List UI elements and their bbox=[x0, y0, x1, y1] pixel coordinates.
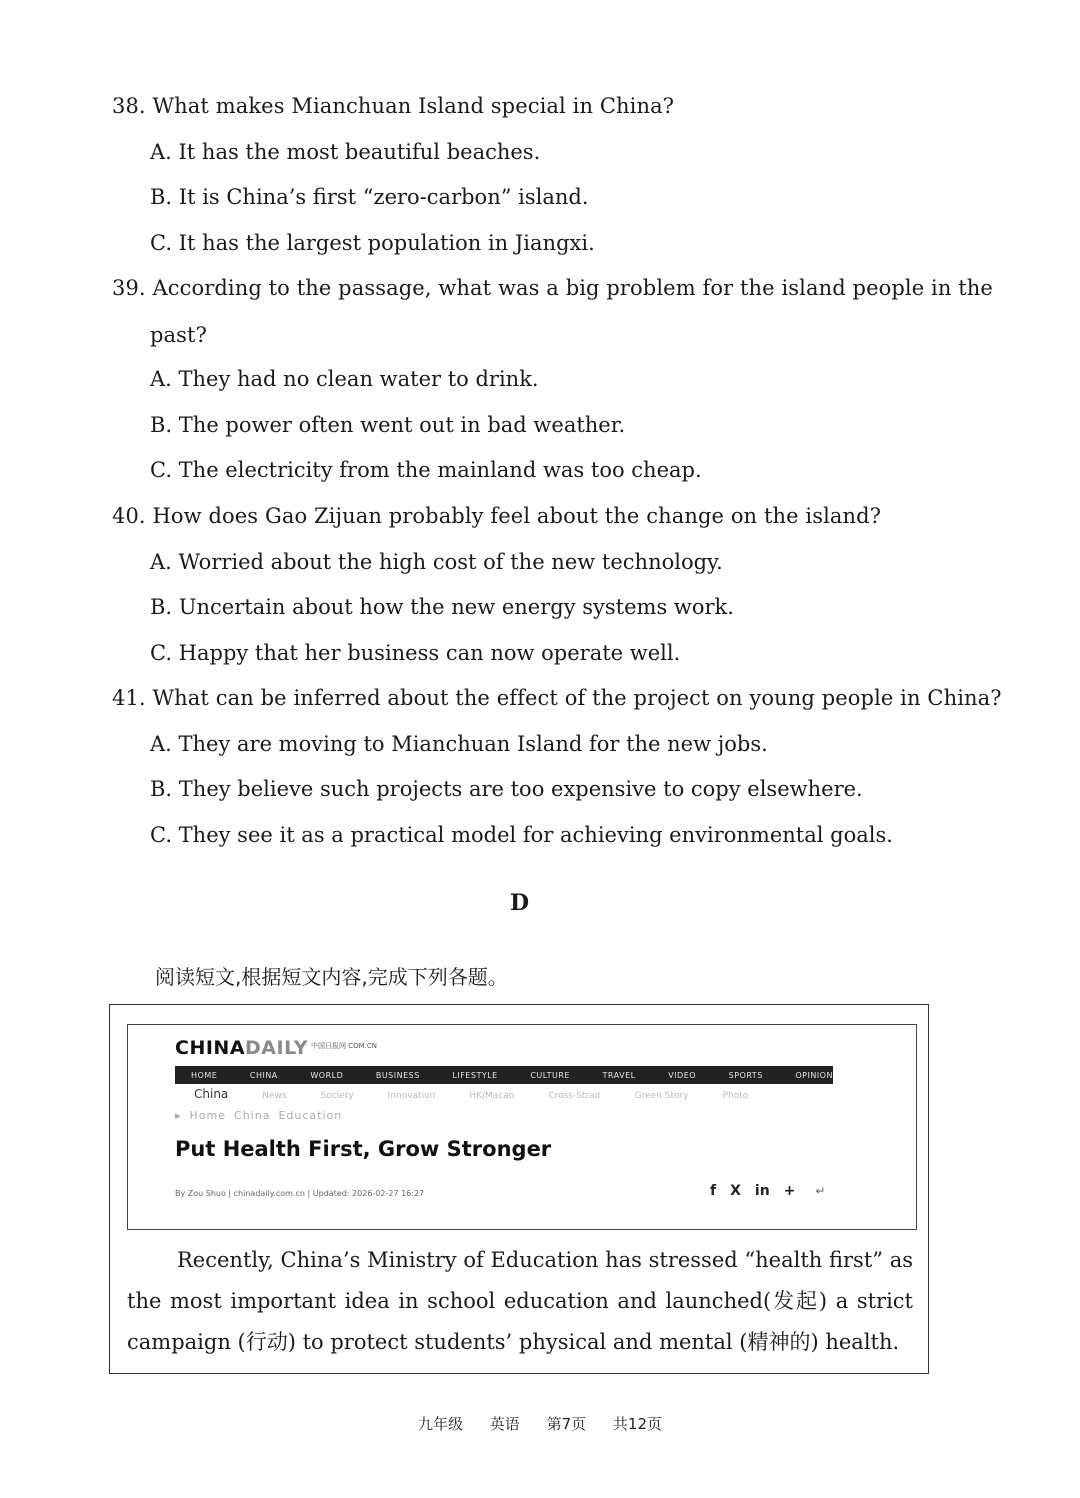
question-39-continued: past? bbox=[150, 323, 207, 347]
section-letter: D bbox=[510, 890, 530, 916]
q38-option-b: B. It is China’s first “zero-carbon” island. bbox=[150, 185, 589, 209]
nav-lifestyle[interactable]: LIFESTYLE bbox=[452, 1070, 498, 1080]
question-39: 39. According to the passage, what was a big problem for the island people in the bbox=[112, 276, 993, 300]
q38-option-c: C. It has the largest population in Jiangxi. bbox=[150, 231, 595, 255]
nav-culture[interactable]: CULTURE bbox=[530, 1070, 570, 1080]
q40-option-a: A. Worried about the high cost of the new technology. bbox=[150, 550, 723, 574]
q40-option-b: B. Uncertain about how the new energy systems work. bbox=[150, 595, 734, 619]
subnav-green-story[interactable]: Green Story bbox=[634, 1091, 689, 1101]
question-40: 40. How does Gao Zijuan probably feel about the change on the island? bbox=[112, 504, 882, 528]
news-navbar bbox=[175, 1066, 833, 1084]
subnav-photo[interactable]: Photo bbox=[722, 1091, 749, 1101]
q39-option-a: A. They had no clean water to drink. bbox=[150, 367, 539, 391]
share-bar bbox=[710, 1183, 825, 1199]
subnav-hkmacao[interactable]: HK/Macao bbox=[469, 1091, 515, 1101]
nav-business[interactable]: BUSINESS bbox=[375, 1070, 420, 1080]
logo-china: CHINA bbox=[175, 1037, 246, 1059]
breadcrumb bbox=[175, 1109, 350, 1122]
footer-page: 第7页 bbox=[546, 1415, 587, 1433]
nav-china[interactable]: CHINA bbox=[249, 1070, 278, 1080]
article-headline: Put Health First, Grow Stronger bbox=[175, 1137, 552, 1161]
chinadaily-logo bbox=[175, 1037, 377, 1059]
logo-subtext: 中国日报网 COM.CN bbox=[310, 1042, 377, 1050]
breadcrumb-education[interactable]: Education bbox=[278, 1109, 343, 1122]
more-share-icon[interactable]: + bbox=[783, 1183, 796, 1199]
nav-world[interactable]: WORLD bbox=[310, 1070, 344, 1080]
logo-daily: DAILY bbox=[245, 1037, 308, 1059]
breadcrumb-arrow-icon: ▸ bbox=[175, 1109, 182, 1122]
nav-home[interactable]: HOME bbox=[191, 1070, 218, 1080]
facebook-icon[interactable]: f bbox=[710, 1183, 717, 1199]
footer-subject: 英语 bbox=[489, 1415, 520, 1433]
subnav-news[interactable]: News bbox=[262, 1091, 287, 1101]
subnav-china[interactable]: China bbox=[194, 1087, 229, 1101]
linkedin-icon[interactable]: in bbox=[754, 1183, 770, 1199]
nav-video[interactable]: VIDEO bbox=[668, 1070, 697, 1080]
q39-option-c: C. The electricity from the mainland was too cheap. bbox=[150, 458, 702, 482]
return-icon[interactable]: ↵ bbox=[815, 1184, 826, 1198]
x-icon[interactable]: X bbox=[730, 1183, 741, 1199]
footer-total: 共12页 bbox=[612, 1415, 662, 1433]
footer-grade: 九年级 bbox=[417, 1415, 463, 1433]
subnav-cross-strait[interactable]: Cross-Strait bbox=[548, 1091, 601, 1101]
page-footer bbox=[0, 1413, 1080, 1434]
nav-travel[interactable]: TRAVEL bbox=[602, 1070, 636, 1080]
nav-opinion[interactable]: OPINION bbox=[795, 1070, 833, 1080]
q41-option-a: A. They are moving to Mianchuan Island for the new jobs. bbox=[150, 732, 768, 756]
news-subnav bbox=[194, 1087, 748, 1101]
news-screenshot bbox=[127, 1024, 917, 1230]
q41-option-b: B. They believe such projects are too expensive to copy elsewhere. bbox=[150, 777, 863, 801]
q38-option-a: A. It has the most beautiful beaches. bbox=[150, 140, 541, 164]
breadcrumb-china[interactable]: China bbox=[234, 1109, 271, 1122]
q41-option-c: C. They see it as a practical model for achieving environmental goals. bbox=[150, 823, 893, 847]
question-41: 41. What can be inferred about the effect of the project on young people in China? bbox=[112, 686, 1002, 710]
section-instruction: 阅读短文,根据短文内容,完成下列各题。 bbox=[155, 965, 508, 989]
passage-paragraph: Recently, China’s Ministry of Education has stressed “health first” as the most important idea in school education and launched(发起) a strict campaign (行动) to protect students’ physical and mental (精神的) health. bbox=[127, 1248, 913, 1354]
article-byline: By Zou Shuo | chinadaily.com.cn | Updated: 2026-02-27 16:27 bbox=[175, 1189, 425, 1198]
subnav-society[interactable]: Society bbox=[320, 1091, 354, 1101]
subnav-innovation[interactable]: Innovation bbox=[387, 1091, 436, 1101]
question-38: 38. What makes Mianchuan Island special in China? bbox=[112, 94, 675, 118]
breadcrumb-home[interactable]: Home bbox=[189, 1109, 227, 1122]
nav-sports[interactable]: SPORTS bbox=[728, 1070, 763, 1080]
q39-option-b: B. The power often went out in bad weather. bbox=[150, 413, 626, 437]
q40-option-c: C. Happy that her business can now operate well. bbox=[150, 641, 681, 665]
